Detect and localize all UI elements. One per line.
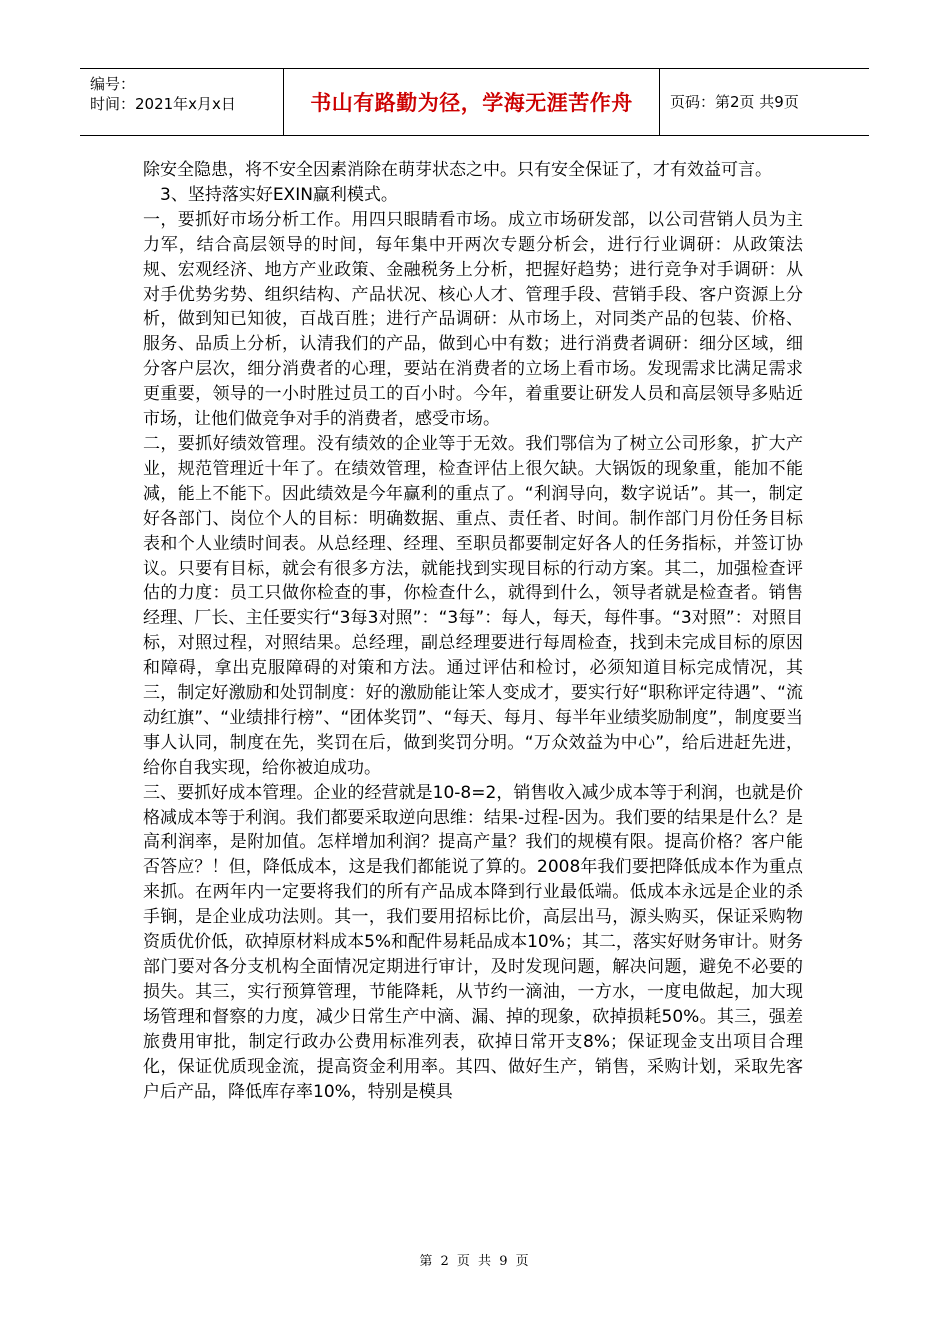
paragraph-performance-management: 二，要抓好绩效管理。没有绩效的企业等于无效。我们鄂信为了树立公司形象，扩大产业，规范管理近十年了。在绩效管理，检查评估上很欠缺。大锅饭的现象重，能加不能减，能上不能下。因此绩效是今年赢利的重点了。“利润导向，数字说话”。其一，制定好各部门、岗位个人的目标：明确数据、重点、责任者、时间。制作部门月份任务目标表和个人业绩时间表。从总经理、经理、至职员都要制定好各人的任务指标，并签订协议。只要有目标，就会有很多方法，就能找到实现目标的行动方案。其二，加强检查评估的力度：员工只做你检查的事，你检查什么，就得到什么，领导者就是检查者。销售经理、厂长、主任要实行“3每3对照”：“3每”：每人，每天，每件事。“3对照”：对照目标，对照过程，对照结果。总经理，副总经理要进行每周检查，找到未完成目标的原因和障碍，拿出克服障碍的对策和方法。通过评估和检讨，必须知道目标完成情况，其三，制定好激励和处罚制度：好的激励能让笨人变成才，要实行好“职称评定待遇”、“流动红旗”、“业绩排行榜”、“团体奖罚”、“每天、每月、每半年业绩奖励制度”，制度要当事人认同，制度在先，奖罚在后，做到奖罚分明。“万众效益为中心”，给后进赶先进，给你自我实现，给你被迫成功。	[143, 433, 803, 778]
section-heading: 3、坚持落实好EXIN赢利模式。	[143, 184, 398, 205]
paragraph-continuation: 除安全隐患，将不安全因素消除在萌芽状态之中。只有安全保证了，才有效益可言。	[143, 160, 772, 180]
header-motto: 书山有路勤为径，学海无涯苦作舟	[310, 91, 633, 115]
header-page-info: 页码：第2页 共9页	[670, 93, 799, 111]
document-number: 编号：	[90, 75, 136, 93]
page-footer: 第 2 页 共 9 页	[419, 1254, 531, 1269]
page-header	[80, 68, 869, 136]
document-date: 时间：2021年x月x日	[90, 95, 236, 113]
header-page-cell	[660, 69, 869, 135]
paragraph-cost-management: 三、要抓好成本管理。企业的经营就是10-8=2，销售收入减少成本等于利润，也就是价格减成本等于利润。我们都要采取逆向思维：结果-过程-因为。我们要的结果是什么？是高利润率，是附加值。怎样增加利润？提高产量？我们的规模有限。提高价格？客户能否答应？！但，降低成本，这是我们都能说了算的。2008年我们要把降低成本作为重点来抓。在两年内一定要将我们的所有产品成本降到行业最低端。低成本永远是企业的杀手锏，是企业成功法则。其一，我们要用招标比价，高层出马，源头购买，保证采购物资质优价低，砍掉原材料成本5%和配件易耗品成本10%；其二，落实好财务审计。财务部门要对各分支机构全面情况定期进行审计，及时发现问题，解决问题，避免不必要的损失。其三，实行预算管理，节能降耗，从节约一滴油，一方水，一度电做起，加大现场管理和督察的力度，减少日常生产中滴、漏、掉的现象，砍掉损耗50%。其三，强差旅费用审批，制定行政办公费用标准列表，砍掉日常开支8%；保证现金支出项目合理化，保证优质现金流，提高资金利用率。其四、做好生产，销售，采购计划，采取先客户后产品，降低库存率10%，特别是模具	[143, 782, 803, 1102]
header-motto-cell	[283, 69, 660, 135]
document-body	[143, 158, 803, 1104]
header-meta-cell	[80, 69, 283, 135]
paragraph-market-analysis: 一，要抓好市场分析工作。用四只眼睛看市场。成立市场研发部，以公司营销人员为主力军，结合高层领导的时间，每年集中开两次专题分析会，进行行业调研：从政策法规、宏观经济、地方产业政策、金融税务上分析，把握好趋势；进行竞争对手调研：从对手优势劣势、组织结构、产品状况、核心人才、管理手段、营销手段、客户资源上分析，做到知已知彼，百战百胜；进行产品调研：从市场上，对同类产品的包装、价格、服务、品质上分析，认清我们的产品，做到心中有数；进行消费者调研：细分区域，细分客户层次，细分消费者的心理，要站在消费者的立场上看市场。发现需求比满足需求更重要，领导的一小时胜过员工的百小时。今年，着重要让研发人员和高层领导多贴近市场，让他们做竞争对手的消费者，感受市场。	[143, 209, 803, 430]
